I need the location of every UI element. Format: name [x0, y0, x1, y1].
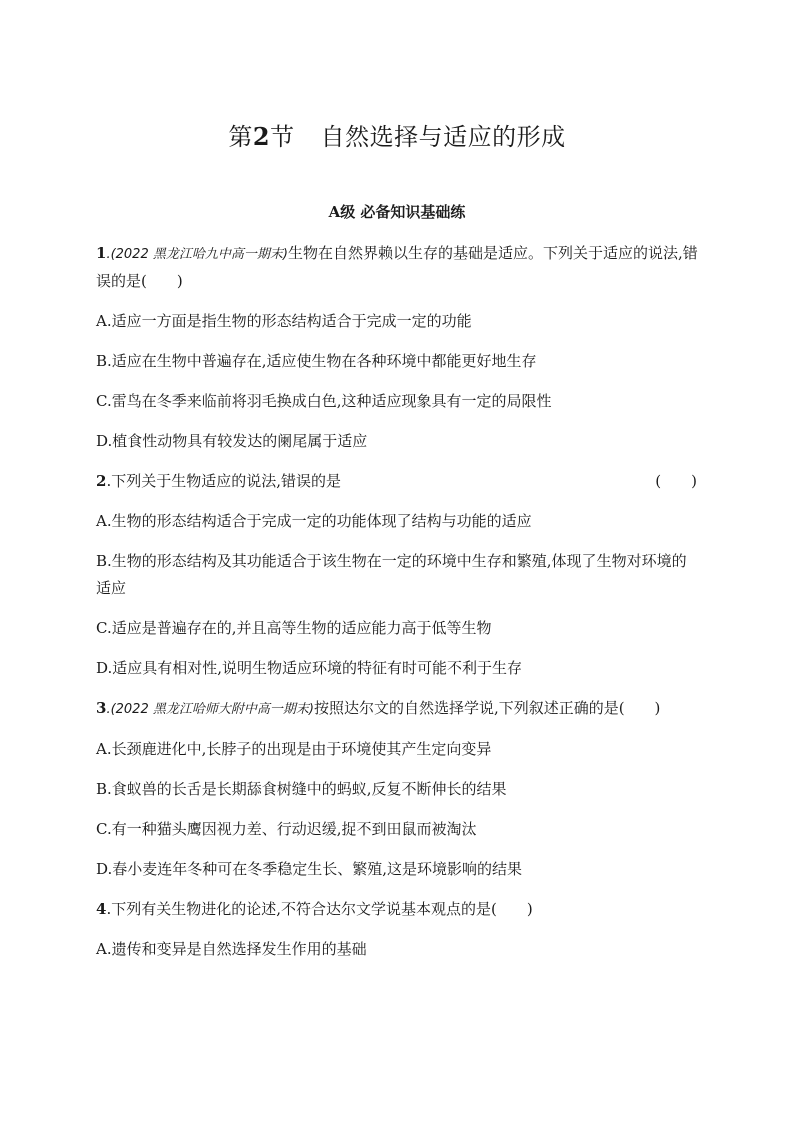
title-prefix: 第: [228, 123, 253, 152]
option-a: A.长颈鹿进化中,长脖子的出现是由于环境使其产生定向变异: [96, 740, 492, 758]
question-text: 生物在自然界赖以生存的基础是适应。下列关于适应的说法,错误的是( ): [96, 244, 698, 290]
question-stem: [96, 240, 701, 295]
option-d: D.适应具有相对性,说明生物适应环境的特征有时可能不利于生存: [96, 659, 523, 677]
title-text: 自然选择与适应的形成: [320, 123, 566, 152]
question-3: [96, 695, 701, 883]
question-stem: [96, 896, 701, 923]
question-text: 按照达尔文的自然选择学说,下列叙述正确的是( ): [313, 699, 661, 717]
question-stem: [96, 695, 701, 723]
question-number: 3: [96, 699, 107, 717]
title-number: 2: [252, 122, 271, 152]
option-a: A.生物的形态结构适合于完成一定的功能体现了结构与功能的适应: [96, 512, 532, 530]
question-1: [96, 240, 701, 455]
option-b: B.食蚁兽的长舌是长期舔食树缝中的蚂蚁,反复不断伸长的结果: [96, 780, 507, 798]
question-number: 1: [96, 244, 107, 262]
section-title: A级 必备知识基础练: [328, 203, 466, 221]
option-b: B.生物的形态结构及其功能适合于该生物在一定的环境中生存和繁殖,体现了生物对环境的适应: [96, 552, 687, 597]
question-source: .(2022 黑龙江哈九中高一期末): [106, 247, 288, 262]
title-suffix: 节: [270, 123, 295, 152]
question-4: [96, 896, 701, 963]
option-b: B.适应在生物中普遍存在,适应使生物在各种环境中都能更好地生存: [96, 352, 537, 370]
question-text: .下列关于生物适应的说法,错误的是: [106, 472, 341, 490]
question-stem: [96, 468, 701, 495]
question-2: [96, 468, 701, 682]
answer-paren: ( ): [655, 472, 697, 490]
option-d: D.春小麦连年冬种可在冬季稳定生长、繁殖,这是环境影响的结果: [96, 860, 523, 878]
option-c: C.雷鸟在冬季来临前将羽毛换成白色,这种适应现象具有一定的局限性: [96, 392, 552, 410]
option-a: A.适应一方面是指生物的形态结构适合于完成一定的功能: [96, 312, 472, 330]
question-list: [96, 240, 701, 976]
question-number: 4: [96, 900, 107, 918]
option-a: A.遗传和变异是自然选择发生作用的基础: [96, 940, 367, 958]
question-number: 2: [96, 472, 107, 490]
option-c: C.适应是普遍存在的,并且高等生物的适应能力高于低等生物: [96, 619, 492, 637]
page-title: [0, 122, 794, 152]
question-source: .(2022 黑龙江哈师大附中高一期末): [106, 702, 314, 717]
option-c: C.有一种猫头鹰因视力差、行动迟缓,捉不到田鼠而被淘汰: [96, 820, 477, 838]
option-d: D.植食性动物具有较发达的阑尾属于适应: [96, 432, 368, 450]
question-text: .下列有关生物进化的论述,不符合达尔文学说基本观点的是( ): [106, 900, 533, 918]
